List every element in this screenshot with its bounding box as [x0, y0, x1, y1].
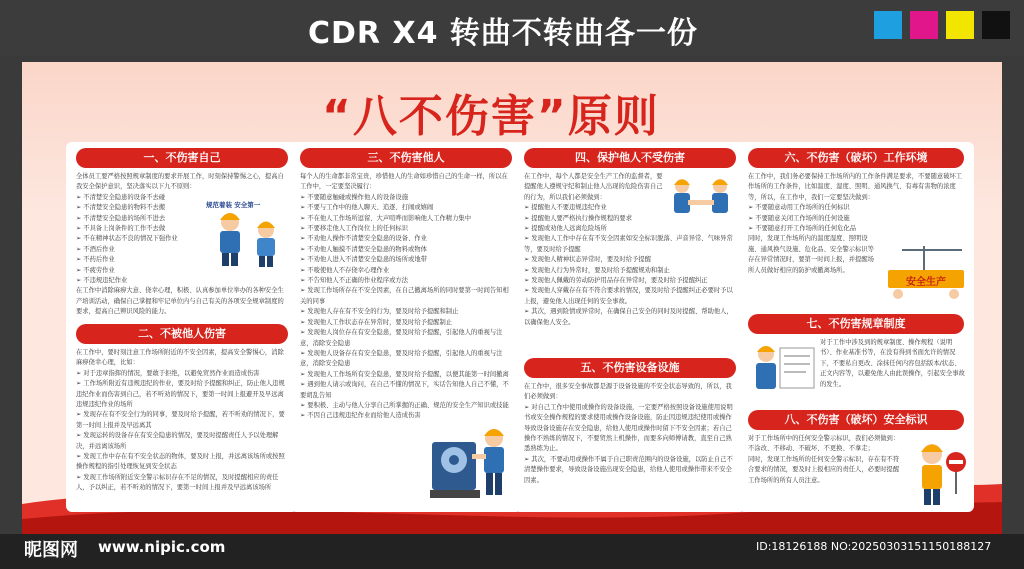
- section-body-7: [820, 338, 966, 404]
- illustration-sign-6: 安全生产: [906, 277, 946, 288]
- section-title-5: 五、不伤害设备设施: [524, 358, 736, 378]
- rule-item: ➢ 发现他人工作场所有安全隐患，要及时给予提醒，以便其能第一时间撤离: [300, 370, 509, 378]
- site-url: www.nipic.com: [98, 538, 226, 556]
- cyan-swatch: [874, 11, 902, 39]
- poster-board: [22, 62, 1002, 534]
- section-title-7: 七、不伤害规章制度: [748, 314, 964, 334]
- rule-item: ➢ 不要移走他人工作岗位上的任何标识: [300, 225, 409, 233]
- section-title-6: 六、不伤害（破坏）工作环境: [748, 148, 964, 168]
- rule-item: ➢ 提醒他人不要违规违纪作业: [524, 204, 607, 212]
- panel-column-4: [738, 142, 974, 512]
- section-intro-1: 全体员工要严格按照规章制度的要求开展工作，时刻保持警惕之心，提高自我安全保护意识，坚决落实以下九不原则：: [76, 173, 284, 191]
- section-outro-1: 在工作中消除麻痹大意、侥幸心理，积极、认真参加单位举办的各种安全生产培训活动，确保自己掌握和牢记单位内与自己有关的各项安全规章制度的要求，提高自己辨识风险的能力。: [76, 287, 284, 316]
- rule-item: ➢ 不在他人工作场所逗留、大声喧哗而影响他人工作精力集中: [300, 214, 471, 222]
- section-title-2: 二、不被他人伤害: [76, 324, 288, 344]
- rule-item: ➢ 对自己工作中使用或操作的设备设施，一定要严格按照设备设施使用说明书或安全操作规程的要求使用或操作设备设施，防止因违规违纪使用或操作导致设备设施存在安全隐患，给他人使用或操作时留下不安全因素；若自己操作不熟练的情况下，不要贸然上机操作，而要多向师傅请教，直至自己熟悉熟练为止。: [524, 403, 733, 453]
- rule-item: ➢ 不疲劳作业: [76, 266, 115, 274]
- top-banner: [0, 0, 1024, 56]
- section-intro-5: 在工作中，很多安全事故都是源于设备设施的不安全状态导致的，所以，我们必须做到：: [524, 383, 732, 401]
- rule-item: ➢ 发现他人行为异常时，要及时给予提醒规劝和制止: [524, 266, 670, 274]
- rule-item: ➢ 发现工作场所存在不安全因素，在自己撤离场所的同时要第一时间告知相关的同事: [300, 287, 509, 305]
- rule-item: ➢ 发现他人精神状态异常时，要及时给予提醒: [524, 256, 651, 264]
- rule-item: ➢ 遇到他人请示或询问，在自己不懂的情况下，实话告知他人自己不懂，不要胡乱告知: [300, 381, 509, 399]
- workers-shaking-hands-illustration: [664, 174, 740, 224]
- illustration-sign-1: 规范着装 安全第一: [206, 201, 261, 209]
- rule-item: ➢ 不酒后作业: [76, 245, 115, 253]
- rule-item: ➢ 不清楚安全隐患的设备不去碰: [76, 193, 166, 201]
- image-id: ID:18126188 NO:20250303151150188127: [756, 540, 992, 553]
- site-logo: 昵图网: [24, 540, 78, 561]
- worker-with-helmet-illustration: [206, 200, 292, 268]
- section-intro-3: 每个人的生命都非常宝贵，珍惜他人的生命如珍惜自己的生命一样，所以在工作中，一定要坚决履行：: [300, 173, 508, 191]
- worker-holding-sign-illustration: [906, 434, 970, 508]
- section-intro-4: 在工作中，每个人都是安全生产工作的监督者，要提醒他人遵规守纪和制止他人出现的危险伤害自己的行为，所以我们必须做到：: [524, 173, 663, 201]
- panel-column-1: [66, 142, 298, 512]
- section-outro-8: 同时，发现工作场所的任何安全警示标识，存在有不符合要求的情况，要及时上报相应的责任人，必要时提醒工作场所的所有人员注意。: [748, 455, 900, 484]
- yellow-swatch: [946, 11, 974, 39]
- section-intro-2: 在工作中，要时刻注意工作场所附近的不安全因素，提高安全警惕心，消除麻痹侥幸心理，比如：: [76, 349, 284, 367]
- section-body-5: [524, 382, 736, 508]
- rule-item: ➢ 发现他人存在有不安全的行为，要及时给予提醒和制止: [300, 308, 459, 316]
- rule-item: ➢ 不要与工作中的他人聊天、追逐、打闹或嬉闹: [300, 204, 434, 212]
- rule-item: ➢ 不药后作业: [76, 256, 115, 264]
- rule-item: ➢ 不要随意触碰或操作他人的设备设施: [300, 193, 409, 201]
- rule-item: ➢ 不要随意打开工作场所的任何危化品: [748, 225, 857, 233]
- rule-item: ➢ 发现他人岗位存在有安全隐患，要及时给予提醒，引起他人的重视与注意，消除安全隐患: [300, 329, 503, 347]
- rule-item: ➢ 不因自己违规违纪作业而给他人造成伤害: [300, 412, 421, 420]
- rule-item: ➢ 发现存在有不安全行为的同事，要及时给予提醒，若不听劝的情况下，要第一时间上报并及早远离其: [76, 411, 285, 429]
- rule-item: ➢ 不在精神状态不良的情况下强作业: [76, 235, 178, 243]
- rule-item: ➢ 发现工作中存在有不安全状态的物体，要及时上报，并远离该场所或按照操作规程的指引处理恢复到安全状态: [76, 453, 285, 471]
- section-intro-7: 对于工作中涉及到的规章制度、操作规程（说明书）、作业基准书等，在没有得到书面允许的情况下，不要私自更改、涂抹任何内容包括版本/状态、正文内容等，以避免他人由此误操作，引起安全事故的发生。: [820, 339, 965, 388]
- magenta-swatch: [910, 11, 938, 39]
- rule-item: ➢ 发现他人穿戴存在有不符合要求的情况，要及时给予提醒纠正必要时予以上报，避免他人出现任何的安全事故。: [524, 287, 733, 305]
- section-title-8: 八、不伤害（破坏）安全标识: [748, 410, 964, 430]
- rule-item: ➢ 不劝他人进入不清楚安全隐患的场所或地带: [300, 256, 427, 264]
- worker-reading-document-illustration: [746, 338, 818, 402]
- section-outro-4: ➢ 其次，遇到险情或异常时，在确保自己安全的同时及时提醒、帮助他人，以确保他人安全。: [524, 308, 733, 326]
- rule-item: ➢ 不清楚安全隐患的物料不去搬: [76, 204, 166, 212]
- rule-list-6: [748, 203, 964, 234]
- rule-item: ➢ 发现他人工作状态存在异常时，要及时给予提醒制止: [300, 318, 453, 326]
- rule-item: ➢ 其次，不要动用或操作不属于自己职责范围内的设备设施，以防止自己不清楚操作要求，导致设备设施出现安全隐患，给他人使用或操作带来不安全因素。: [524, 455, 733, 484]
- section-intro-8: 对于工作场所中的任何安全警示标识，我们必须做到：不涂改、不移动、不破坏、不更换、不拿走；: [748, 435, 900, 453]
- rule-item: ➢ 对于违章指挥的情况，要敢于拒绝，以避免贸然作业而造成伤害: [76, 369, 260, 377]
- rule-list-3: [300, 193, 512, 422]
- rule-item: ➢ 发现他人设备存在有安全隐患，要及时给予提醒，引起他人的重视与注意，消除安全隐患: [300, 349, 503, 368]
- format-note: CDR X4 转曲不转曲各一份: [308, 16, 698, 51]
- rule-item: ➢ 不唆使他人不存侥幸心理作业: [300, 266, 390, 274]
- section-outro-6: 同时，发现工作场所内的温度湿度、照明设施、通风换气设施、危化品、安全警示标识等存在异常情况时，要第一时间上报，并提醒场所人员做好相应的防护或撤离场所。: [748, 235, 874, 274]
- rule-list-1: [76, 193, 216, 287]
- rule-item: ➢ 不告知他人不正确的作业程序或方法: [300, 277, 409, 285]
- section-body-8: [748, 434, 904, 508]
- rule-item: ➢ 不劝他人触摸不清楚安全隐患的物料或物体: [300, 245, 427, 253]
- rule-item: ➢ 提醒他人要严格执行操作规程的要求: [524, 214, 633, 222]
- rule-item: ➢ 不要随意动用工作场所的任何标识: [748, 204, 850, 212]
- rule-item: ➢ 不清楚安全隐患的场所不进去: [76, 214, 166, 222]
- rule-item: ➢ 发现他人佩戴的劳动防护用品存在异常时，要及时给予提醒纠正: [524, 277, 708, 285]
- rule-item: ➢ 要积极、主动与他人分享自己所掌握的正确、规范的安全生产知识或技能: [300, 401, 509, 409]
- rule-item: ➢ 不劝他人操作不清楚安全隐患的设备、作业: [300, 235, 427, 243]
- panel-column-3: [514, 142, 746, 512]
- rule-item: ➢ 不违规违纪作业: [76, 277, 128, 285]
- rule-item: ➢ 工作场所附近有违规违纪的作业，要及时给予提醒和纠正，防止他人违规违纪作业而伤害到自己，若不听劝的情况下，要第一时间上报避开及早远离违规违纪作业的场所: [76, 380, 285, 409]
- rule-item: ➢ 发现工作场所附近安全警示标识存在不足的情况，及时提醒相应的责任人，予以纠正，若不听劝的情况下，要第一时间上报并及早远离该场所: [76, 473, 279, 492]
- poster-title: “八不伤害”原则: [322, 91, 660, 142]
- rule-list-5: [524, 403, 736, 486]
- rule-item: ➢ 提醒或劝他人远离危险场所: [524, 225, 607, 233]
- section-body-2: [76, 348, 288, 508]
- construction-site-illustration: [884, 244, 968, 302]
- section-title-3: 三、不伤害他人: [300, 148, 512, 168]
- rule-list-2: [76, 369, 288, 494]
- rule-item: ➢ 不要随意关闭工作场所的任何设施: [748, 214, 850, 222]
- panel-column-2: [290, 142, 522, 512]
- section-intro-6: 在工作中，我们务必要保持工作场所内的工作条件满足要求，不要随意破坏工作场所的工作条件，比如温度、湿度、照明、通风换气、有毒有害物的浓度等，所以，在工作中，我们一定要坚决做到：: [748, 173, 963, 201]
- rule-item: ➢ 发现运转的设备存在有安全隐患的情况，要及时提醒责任人予以处理解决，并远离该场所: [76, 432, 279, 450]
- section-title-1: 一、不伤害自己: [76, 148, 288, 168]
- black-swatch: [982, 11, 1010, 39]
- rule-item: ➢ 发现他人工作中存在有不安全因素如安全标识脱落、声音异常、气味异常等，要及时给予提醒: [524, 235, 733, 253]
- rule-item: ➢ 不具备上岗条件的工作不去做: [76, 225, 166, 233]
- machine-operator-illustration: [428, 412, 518, 508]
- section-title-4: 四、保护他人不受伤害: [524, 148, 736, 168]
